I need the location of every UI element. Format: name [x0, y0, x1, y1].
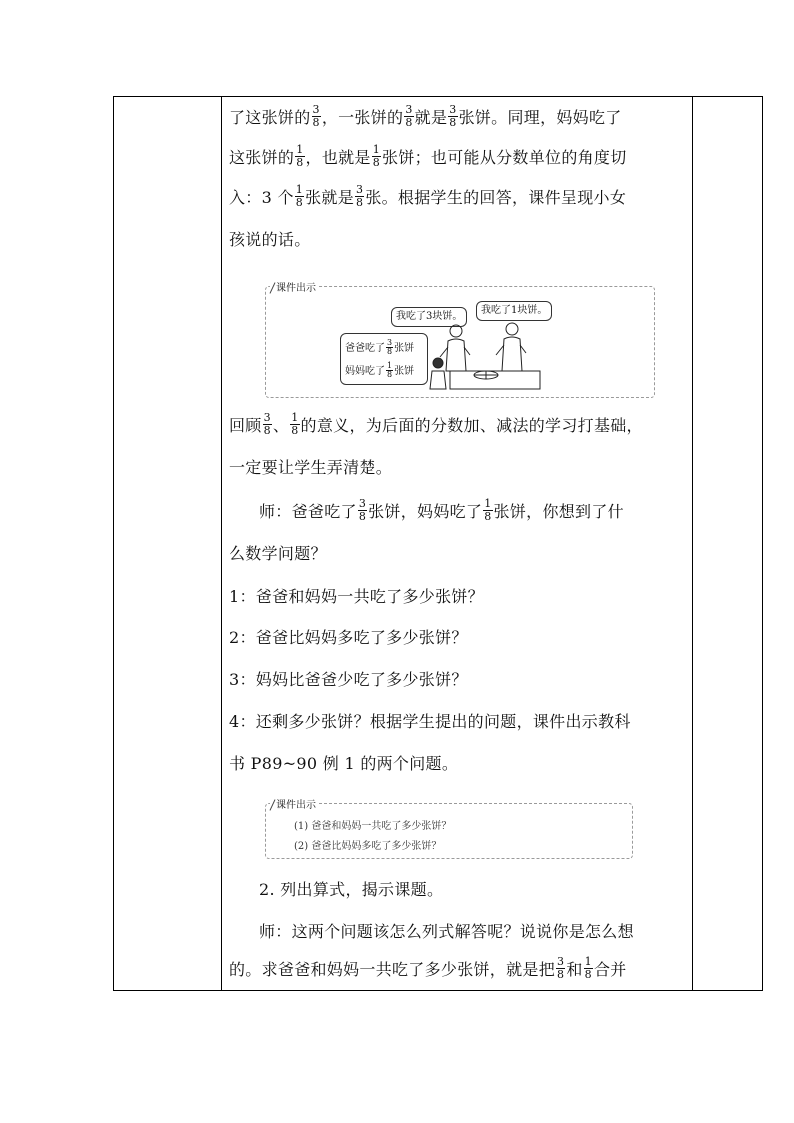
- fraction: $\frac{3}{8}$: [557, 955, 565, 981]
- text: ，一张饼的: [321, 108, 404, 127]
- lesson-content-cell: [229, 96, 691, 991]
- text-line-14: 2. 列出算式，揭示课题。: [259, 880, 444, 899]
- fraction: $\frac{3}{8}$: [356, 183, 364, 209]
- text: 张饼；也可能从分数单位的角度切: [382, 148, 627, 167]
- fraction: $\frac{1}{8}$: [584, 955, 592, 981]
- text-line-4: 孩说的话。: [229, 230, 311, 249]
- text-line-10: 2：爸爸比妈妈多吃了多少张饼？: [229, 628, 468, 647]
- text: 和: [566, 960, 583, 979]
- courseware-label: 课件出示: [270, 796, 318, 811]
- text-line-9: 1：爸爸和妈妈一共吃了多少张饼？: [229, 587, 484, 606]
- text: 张饼，你想到了什: [493, 502, 624, 521]
- courseware-box-1: [265, 283, 655, 398]
- text-line-1: [229, 100, 691, 136]
- text: 、: [272, 416, 290, 435]
- dad-line: 爸爸吃了 $\frac{3}{8}$ 张饼: [345, 338, 415, 356]
- fraction: $\frac{1}{8}$: [372, 143, 381, 169]
- fraction: $\frac{1}{8}$: [291, 411, 299, 437]
- text: 张就是: [305, 188, 354, 207]
- text-line-12: 4：还剩多少张饼？根据学生提出的问题，课件出示教科: [229, 712, 631, 731]
- fraction: $\frac{3}{8}$: [312, 103, 320, 129]
- text: 师：爸爸吃了: [259, 502, 357, 521]
- column-divider-1: [221, 97, 222, 990]
- text-line-5: [229, 408, 691, 444]
- text: 就是: [414, 108, 448, 127]
- fraction: $\frac{3}{8}$: [358, 497, 367, 523]
- text: 张。根据学生的回答，课件呈现小女: [365, 188, 627, 207]
- speech-bubble-dad-mom: [340, 333, 428, 385]
- family-illustration: [426, 313, 546, 393]
- text: 了这张饼的: [229, 108, 311, 127]
- text: 入：3 个: [229, 188, 294, 207]
- fraction: $\frac{3}{8}$: [405, 103, 413, 129]
- speech-bubble-boy: 我吃了1块饼。: [476, 301, 552, 321]
- text-line-8: 么数学问题？: [229, 544, 327, 563]
- text: 回顾: [229, 416, 262, 435]
- question-1: (1) 爸爸和妈妈一共吃了多少张饼？: [294, 821, 452, 832]
- text-line-3: [229, 180, 691, 216]
- speech-bubble-girl: 我吃了3块饼。: [391, 307, 467, 327]
- fraction: $\frac{1}{8}$: [295, 183, 304, 209]
- text: 合并: [593, 960, 627, 979]
- text-line-7: [229, 494, 691, 530]
- fraction: $\frac{3}{8}$: [263, 411, 271, 437]
- fraction: $\frac{3}{8}$: [449, 103, 457, 129]
- text-line-11: 3：妈妈比爸爸少吃了多少张饼？: [229, 670, 468, 689]
- column-divider-2: [692, 97, 693, 990]
- text-line-2: [229, 140, 691, 176]
- text: 这张饼的: [229, 148, 295, 167]
- text: 的意义，为后面的分数加、减法的学习打基础，: [300, 416, 643, 435]
- text: 的。求爸爸和妈妈一共吃了多少张饼，就是把: [229, 960, 556, 979]
- text-line-15: 师：这两个问题该怎么列式解答呢？说说你是怎么想: [259, 922, 634, 941]
- mom-line: 妈妈吃了 $\frac{1}{8}$ 张饼: [345, 361, 415, 379]
- courseware-label: 课件出示: [270, 279, 318, 294]
- text: 张饼。同理，妈妈吃了: [458, 108, 622, 127]
- text-line-16: [229, 952, 691, 988]
- text: ，也就是: [305, 148, 371, 167]
- question-2: (2) 爸爸比妈妈多吃了多少张饼？: [294, 841, 442, 852]
- courseware-box-2: [265, 800, 633, 859]
- fraction: $\frac{1}{8}$: [296, 143, 304, 169]
- text-line-13: 书 P89~90 例 1 的两个问题。: [229, 754, 459, 773]
- fraction: $\frac{1}{8}$: [484, 497, 492, 523]
- text-line-6: 一定要让学生弄清楚。: [229, 458, 393, 477]
- text: 张饼，妈妈吃了: [368, 502, 483, 521]
